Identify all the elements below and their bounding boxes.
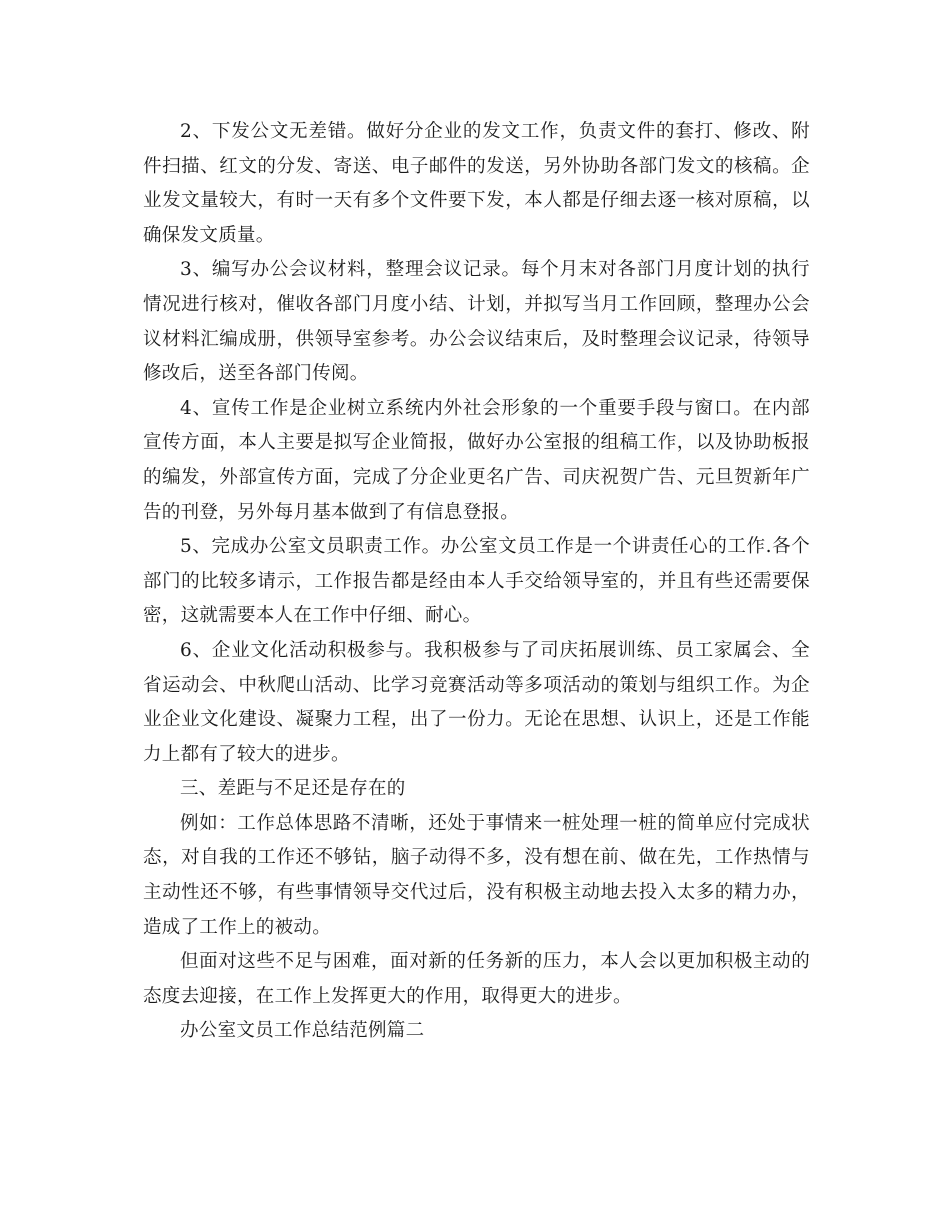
paragraph-example: 例如：工作总体思路不清晰，还处于事情来一桩处理一桩的简单应付完成状态，对自我的工作还不够钻，脑子动得不多，没有想在前、做在先，工作热情与主动性还不够，有些事情领导交代过后，没有积极主动地去投入太多的精力办，造成了工作上的被动。 xyxy=(143,812,810,938)
paragraph-item-2: 2、下发公文无差错。做好分企业的发文工作，负责文件的套打、修改、附件扫描、红文的分发、寄送、电子邮件的发送，另外协助各部门发文的核稿。企业发文量较大，有时一天有多个文件要下发，本人都是仔细去逐一核对原稿，以确保发文质量。 xyxy=(143,121,810,246)
document-body xyxy=(143,115,810,1049)
paragraph-item-5: 5、完成办公室文员职责工作。办公室文员工作是一个讲责任心的工作.各个部门的比较多请示，工作报告都是经由本人手交给领导室的，并且有些还需要保密，这就需要本人在工作中仔细、耐心。 xyxy=(143,536,810,627)
paragraph-item-3: 3、编写办公会议材料，整理会议记录。每个月末对各部门月度计划的执行情况进行核对，催收各部门月度小结、计划，并拟写当月工作回顾，整理办公会议材料汇编成册，供领导室参考。办公会议结束后，及时整理会议记录，待领导修改后，送至各部门传阅。 xyxy=(143,259,810,385)
next-section-title: 办公室文员工作总结范例篇二 xyxy=(180,1020,425,1042)
section-heading-gaps: 三、差距与不足还是存在的 xyxy=(180,778,406,800)
paragraph-item-6: 6、企业文化活动积极参与。我积极参与了司庆拓展训练、员工家属会、全省运动会、中秋爬山活动、比学习竞赛活动等多项活动的策划与组织工作。为企业企业文化建设、凝聚力工程，出了一份力。无论在思想、认识上，还是工作能力上都有了较大的进步。 xyxy=(143,639,810,765)
paragraph-resolution: 但面对这些不足与困难，面对新的任务新的压力，本人会以更加积极主动的态度去迎接，在工作上发挥更大的作用，取得更大的进步。 xyxy=(143,951,810,1007)
paragraph-item-4: 4、宣传工作是企业树立系统内外社会形象的一个重要手段与窗口。在内部宣传方面，本人主要是拟写企业简报，做好办公室报的组稿工作，以及协助板报的编发，外部宣传方面，完成了分企业更名广告、司庆祝贺广告、元旦贺新年广告的刊登，另外每月基本做到了有信息登报。 xyxy=(143,397,810,523)
